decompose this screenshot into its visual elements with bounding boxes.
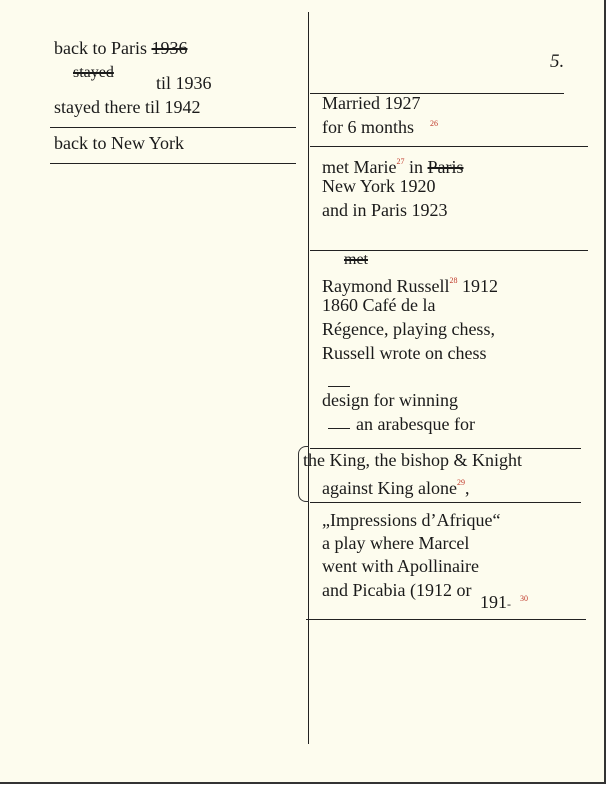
comma: ,	[464, 478, 470, 498]
year-1912: 1912	[457, 276, 499, 296]
note-til-1936: til 1936	[156, 73, 212, 93]
dash-mark-2	[328, 428, 350, 429]
note-against-king	[322, 473, 469, 498]
struck-year: 1936	[151, 38, 188, 58]
right-rule-4	[310, 448, 581, 449]
note-wrote-on-chess: Russell wrote on chess	[322, 343, 487, 363]
right-rule-2	[310, 146, 588, 147]
note-raymond-russell	[322, 271, 498, 296]
column-divider	[308, 12, 309, 744]
note-back-to-new-york: back to New York	[54, 133, 184, 153]
note-the-king: the King, the bishop & Knight	[303, 450, 522, 470]
in-text: in	[404, 157, 428, 177]
note-six-months: for 6 months	[322, 117, 414, 137]
note-impressions: „Impressions d’Afrique“	[322, 510, 501, 530]
note-back-to-paris-text: back to Paris	[54, 38, 152, 58]
struck-paris: Paris	[427, 157, 464, 177]
dash: -	[507, 597, 511, 611]
struck-met: met	[344, 251, 368, 268]
note-191	[480, 592, 511, 614]
left-rule-2	[50, 163, 296, 164]
note-new-york-1920: New York 1920	[322, 176, 436, 196]
right-rule-6	[306, 619, 586, 620]
note-cafe: 1860 Café de la	[322, 295, 436, 315]
footnote-28: 28	[449, 276, 458, 285]
note-back-to-paris	[54, 38, 187, 58]
left-rule-1	[50, 127, 296, 128]
struck-stayed: stayed	[73, 64, 114, 81]
footnote-27: 27	[396, 157, 405, 166]
footnote-29: 29	[456, 478, 465, 487]
dash-mark-1	[328, 386, 350, 387]
note-apollinaire: went with Apollinaire	[322, 556, 479, 576]
note-met-marie	[322, 152, 464, 177]
note-play-marcel: a play where Marcel	[322, 533, 470, 553]
page-number: 5.	[550, 51, 565, 72]
against-king-text: against King alone	[322, 478, 457, 498]
right-rule-5	[310, 502, 581, 503]
note-stayed-there: stayed there til 1942	[54, 97, 201, 117]
note-regence: Régence, playing chess,	[322, 319, 495, 339]
note-picabia: and Picabia (1912 or	[322, 580, 472, 600]
note-married: Married 1927	[322, 93, 421, 113]
footnote-26: 26	[430, 119, 438, 128]
note-paris-1923: and in Paris 1923	[322, 200, 448, 220]
year-191: 191	[480, 592, 507, 612]
footnote-30: 30	[520, 594, 528, 603]
note-design-for-winning: design for winning	[322, 390, 458, 410]
raymond-russell-text: Raymond Russell	[322, 276, 450, 296]
met-marie-text: met Marie	[322, 157, 397, 177]
note-arabesque: an arabesque for	[356, 414, 475, 434]
